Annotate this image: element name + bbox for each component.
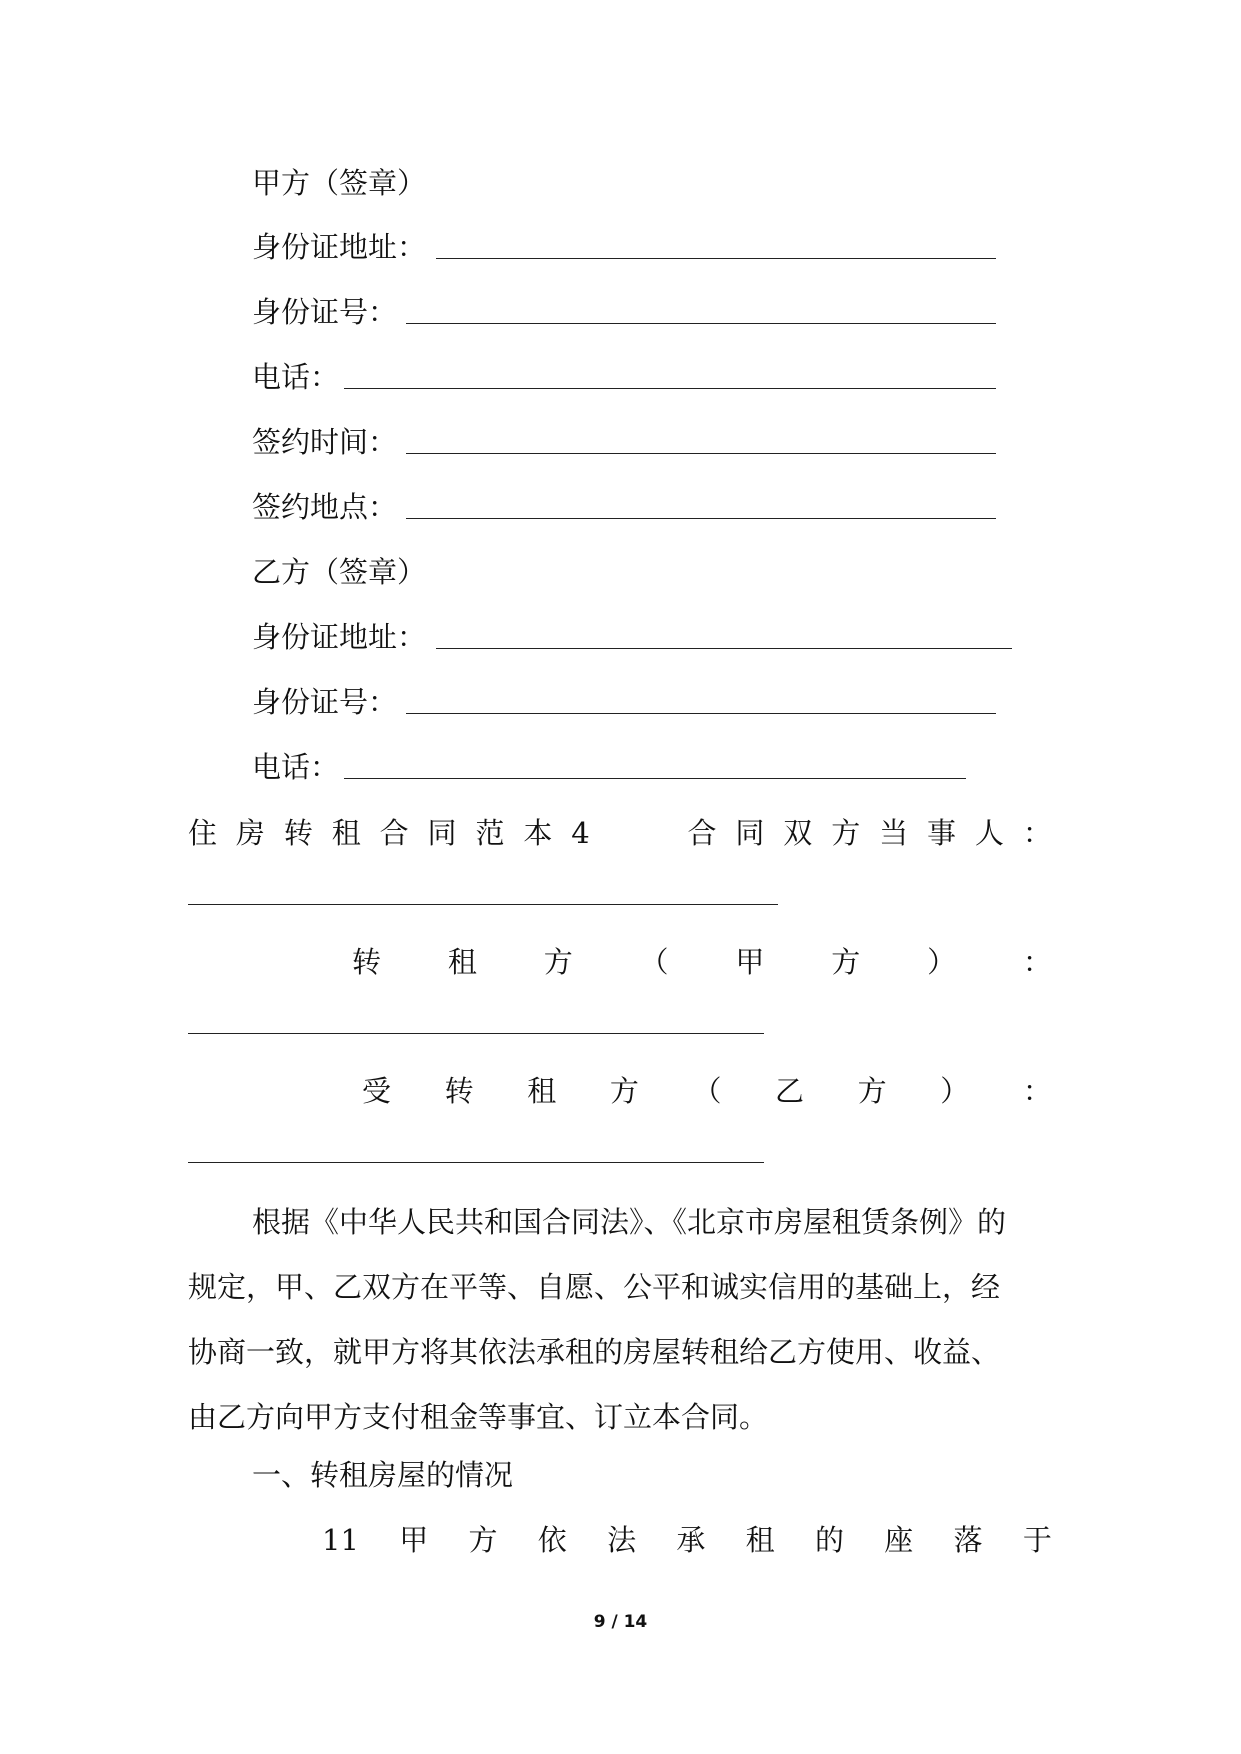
sublessor-char: 甲	[735, 945, 765, 979]
sublessor-char: ）	[927, 945, 957, 979]
intro-paragraph	[188, 1190, 1052, 1450]
parties-blank[interactable]	[188, 904, 778, 905]
party-a-sign-time-label: 签约时间：	[252, 425, 398, 459]
intro-line: 规定，甲、乙双方在平等、自愿、公平和诚实信用的基础上，经	[188, 1270, 1001, 1304]
party-a-sign-place-label: 签约地点：	[252, 490, 398, 524]
party-b-phone-label: 电话：	[252, 750, 340, 784]
sublessee-char: 方	[609, 1074, 639, 1108]
sublessee-char: ）	[940, 1074, 970, 1108]
title-char: 转	[283, 816, 313, 850]
party-a-sign-place-blank[interactable]	[406, 518, 996, 519]
title-gap	[609, 813, 669, 853]
title-char: 合	[379, 816, 409, 850]
clause-char: 11	[322, 1523, 359, 1557]
clause-char: 座	[884, 1523, 914, 1557]
sublessor-char: 转	[352, 945, 382, 979]
title-char: 人	[974, 816, 1004, 850]
clause-11-line	[322, 1520, 1052, 1560]
sublessee-char: 受	[362, 1074, 392, 1108]
party-a-heading: 甲方（签章）	[252, 166, 427, 200]
party-a-id-address-label: 身份证地址：	[252, 230, 427, 264]
sublessor-char: ：	[1022, 945, 1052, 979]
sublessee-blank[interactable]	[188, 1162, 764, 1163]
clause-char: 依	[537, 1523, 567, 1557]
party-b-heading: 乙方（签章）	[252, 555, 427, 589]
sublessee-char: 转	[444, 1074, 474, 1108]
title-char: 当	[879, 816, 909, 850]
sublessee-char: （	[692, 1074, 722, 1108]
section-1-heading: 一、转租房屋的情况	[252, 1458, 514, 1492]
clause-char: 甲	[399, 1523, 429, 1557]
clause-char: 租	[745, 1523, 775, 1557]
title-char: 合	[687, 816, 717, 850]
intro-line: 协商一致，就甲方将其依法承租的房屋转租给乙方使用、收益、	[188, 1335, 1001, 1369]
sublessee-char: 乙	[775, 1074, 805, 1108]
intro-line: 根据《中华人民共和国合同法》、《北京市房屋租赁条例》的	[252, 1205, 1007, 1239]
party-b-id-address-blank[interactable]	[436, 648, 1012, 649]
party-a-sign-time-blank[interactable]	[406, 453, 996, 454]
title-char: 范	[475, 816, 505, 850]
sublessor-char: （	[639, 945, 669, 979]
title-char: 4	[571, 816, 590, 850]
title-char: 本	[523, 816, 553, 850]
party-a-phone-blank[interactable]	[344, 388, 996, 389]
sublessee-char: 租	[527, 1074, 557, 1108]
party-b-id-address-label: 身份证地址：	[252, 620, 427, 654]
title-char: 事	[927, 816, 957, 850]
party-b-id-number-label: 身份证号：	[252, 685, 398, 719]
clause-char: 于	[1022, 1523, 1052, 1557]
title-char: 同	[735, 816, 765, 850]
title-char: 租	[331, 816, 361, 850]
party-a-id-number-label: 身份证号：	[252, 295, 398, 329]
title-char: ：	[1022, 816, 1052, 850]
clause-char: 方	[468, 1523, 498, 1557]
clause-char: 的	[814, 1523, 844, 1557]
contract-4-title-line	[188, 813, 1052, 853]
sublessee-char: ：	[1022, 1074, 1052, 1108]
sublessee-char: 方	[857, 1074, 887, 1108]
sublessor-char: 租	[447, 945, 477, 979]
clause-char: 落	[953, 1523, 983, 1557]
party-a-id-number-blank[interactable]	[406, 323, 996, 324]
title-char: 住	[188, 816, 218, 850]
sublessor-blank[interactable]	[188, 1033, 764, 1034]
clause-char: 承	[676, 1523, 706, 1557]
page-number: 9 / 14	[593, 1612, 648, 1632]
party-b-phone-blank[interactable]	[344, 778, 966, 779]
title-char: 同	[427, 816, 457, 850]
title-char: 方	[831, 816, 861, 850]
party-a-id-address-blank[interactable]	[436, 258, 996, 259]
intro-line: 由乙方向甲方支付租金等事宜、订立本合同。	[188, 1400, 769, 1434]
clause-char: 法	[607, 1523, 637, 1557]
sublessor-char: 方	[831, 945, 861, 979]
sublessee-line	[362, 1071, 1052, 1111]
party-a-phone-label: 电话：	[252, 360, 340, 394]
title-char: 双	[783, 816, 813, 850]
sublessor-char: 方	[543, 945, 573, 979]
sublessor-line	[352, 942, 1052, 982]
title-char: 房	[235, 816, 265, 850]
party-b-id-number-blank[interactable]	[406, 713, 996, 714]
